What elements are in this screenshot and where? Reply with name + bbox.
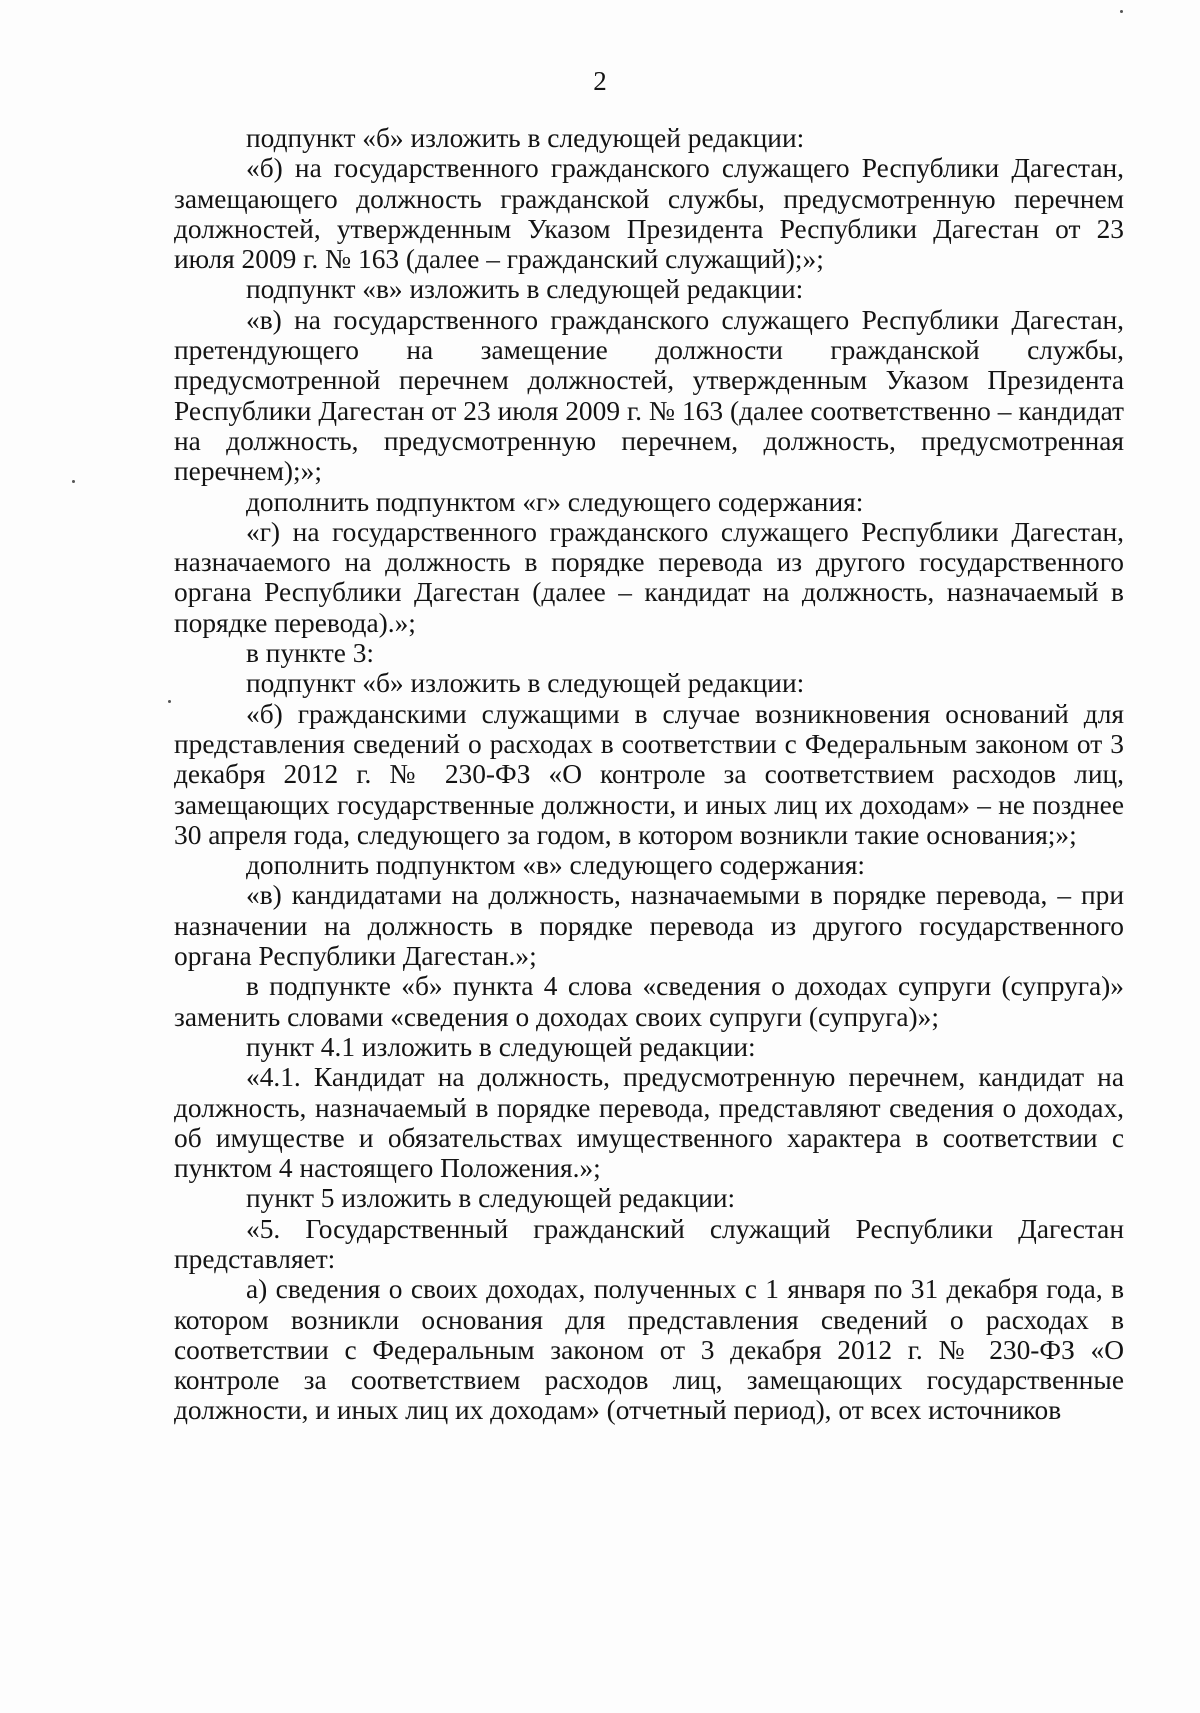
paragraph-15: пункт 5 изложить в следующей редакции:: [246, 1183, 736, 1214]
scan-speck: [72, 480, 75, 483]
paragraph-2: «б) на государственного гражданского служащего Республики Дагестан, замещающего должность гражданской службы, предусмотренную перечнем должностей, утвержденным Указом Президента Республики Дагестан от 23 июля 2009 г. № 163 (далее – гражданский служащий);»;: [174, 153, 1124, 275]
paragraph-1: подпункт «б» изложить в следующей редакции:: [246, 123, 805, 153]
paragraph-8: подпункт «б» изложить в следующей редакции:: [246, 668, 805, 699]
paragraph-6: «г) на государственного гражданского служащего Республики Дагестан, назначаемого на должность в порядке перевода из другого государственного органа Республики Дагестан (далее – кандидат на должность, назначаемый в порядке перевода).»;: [174, 516, 1124, 638]
scan-speck: [168, 700, 171, 703]
page-number: 2: [593, 66, 607, 96]
paragraph-5: дополнить подпунктом «г» следующего содержания:: [246, 486, 864, 517]
scan-speck: [1120, 10, 1123, 13]
paragraph-4: «в) на государственного гражданского служащего Республики Дагестан, претендующего на замещение должности гражданской службы, предусмотренной перечнем должностей, утвержденным Указом Президента Республики Дагестан от 23 июля 2009 г. № 163 (далее соответственно – кандидат на должность, предусмотренную перечнем, должность, предусмотренная перечнем);»;: [174, 304, 1124, 487]
document-body: [174, 123, 1124, 1426]
paragraph-11: «в) кандидатами на должность, назначаемыми в порядке перевода, – при назначении на должность в порядке перевода из другого государственного органа Республики Дагестан.»;: [174, 880, 1124, 972]
paragraph-14: «4.1. Кандидат на должность, предусмотренную перечнем, кандидат на должность, назначаемый в порядке перевода, представляют сведения о доходах, об имуществе и обязательствах имущественного характера в соответствии с пунктом 4 настоящего Положения.»;: [174, 1062, 1124, 1184]
paragraph-17: а) сведения о своих доходах, полученных с 1 января по 31 декабря года, в котором возникли основания для представления сведений о расходах в соответствии с Федеральным законом от 3 декабря 2012 г. № 230-ФЗ «О контроле за соответствием расходов лиц, замещающих государственные должности, и иных лиц их доходам» (отчетный период), от всех источников: [174, 1274, 1124, 1426]
paragraph-13: пункт 4.1 изложить в следующей редакции:: [246, 1031, 756, 1062]
paragraph-3: подпункт «в» изложить в следующей редакции:: [246, 274, 804, 305]
paragraph-12: в подпункте «б» пункта 4 слова «сведения о доходах супруги (супруга)» заменить словами «сведения о доходах своих супруги (супруга)»;: [174, 971, 1124, 1032]
paragraph-16: «5. Государственный гражданский служащий Республики Дагестан представляет:: [174, 1213, 1124, 1274]
paragraph-7: в пункте 3:: [246, 638, 375, 669]
paragraph-10: дополнить подпунктом «в» следующего содержания:: [246, 850, 866, 881]
paragraph-9: «б) гражданскими служащими в случае возникновения оснований для представления сведений о расходах в соответствии с Федеральным законом от 3 декабря 2012 г. № 230-ФЗ «О контроле за соответствием расходов лиц, замещающих государственные должности, и иных лиц их доходам» – не позднее 30 апреля года, следующего за годом, в котором возникли такие основания;»;: [174, 698, 1124, 850]
